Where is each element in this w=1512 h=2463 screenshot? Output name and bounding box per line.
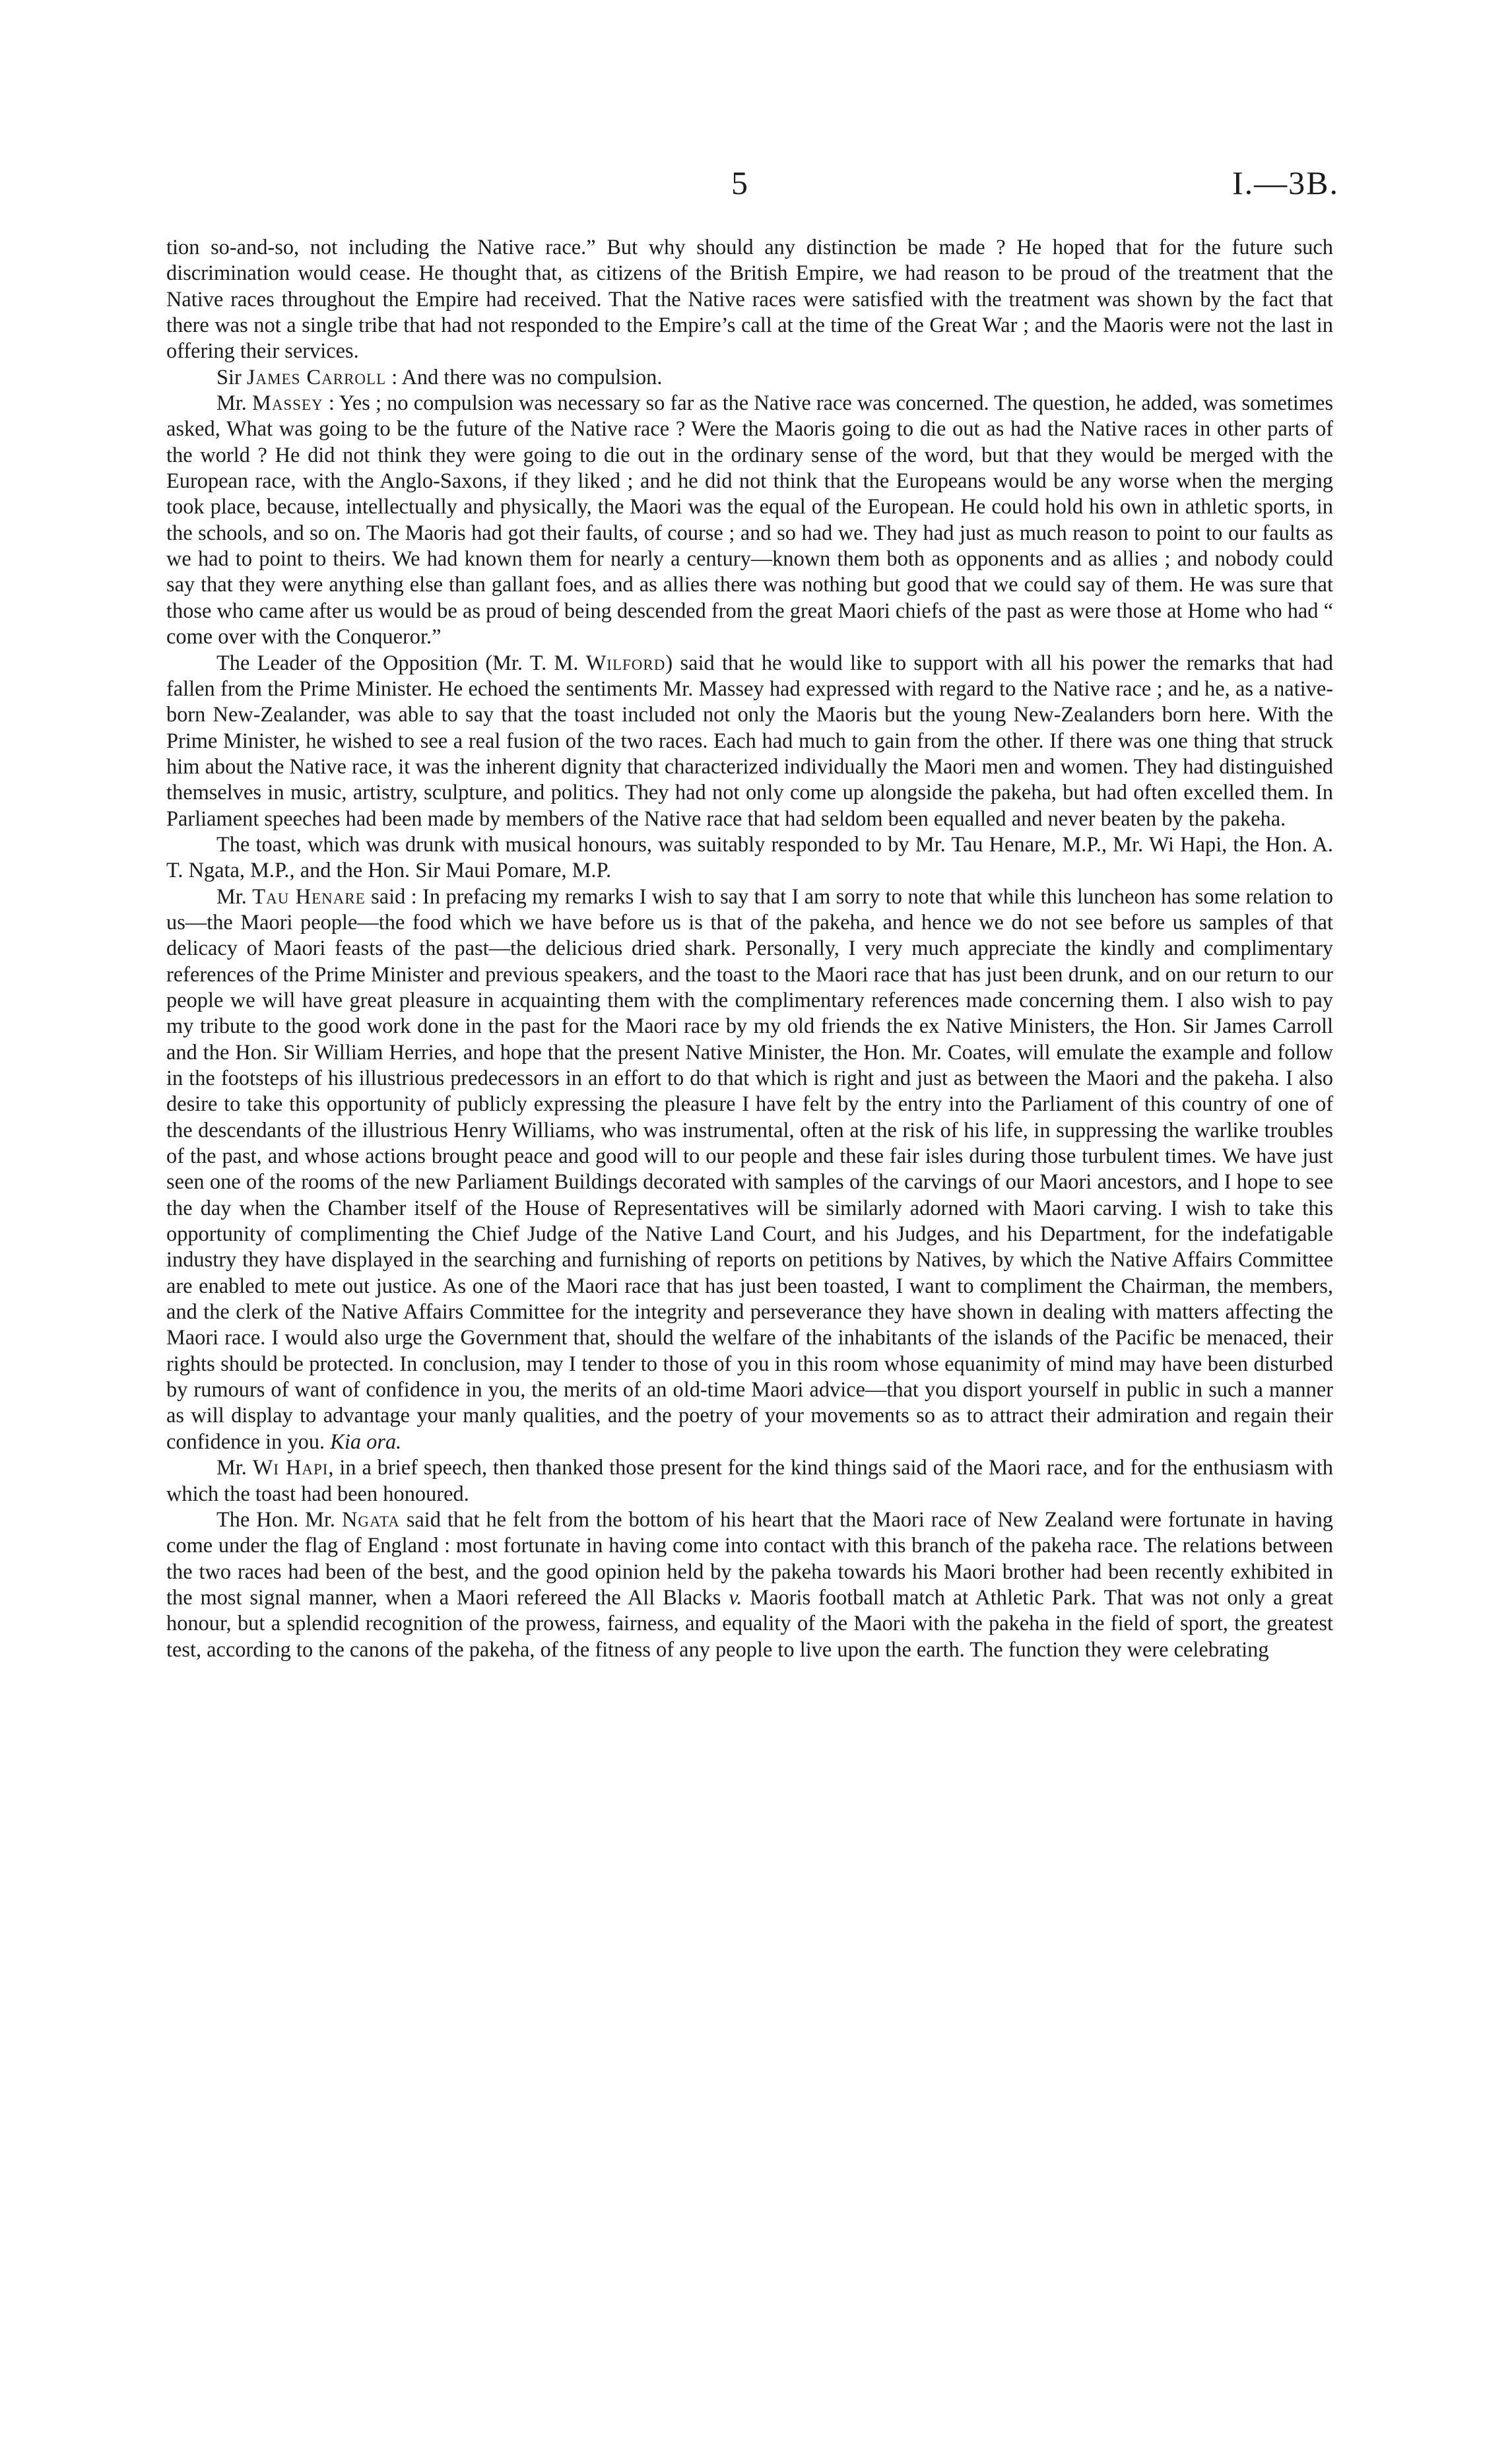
paragraph-text: The toast, which was drunk with musical honours, was suitably responded to by Mr. Tau Henare, M.P., Mr. Wi Hapi, the Hon. A. T. Ngata, M.P., and the Hon. Sir Maui Pomare, M.P. [166,832,1333,883]
paragraph-1 [166,235,1333,365]
paragraph-text: Maoris football match at Athletic Park. That was not only a great honour, but a splendid recognition of the prowess, fairness, and equality of the Maori with the pakeha in the field of sport, the greatest test, according to the canons of the pakeha, of the fitness of any people to live upon the earth. The function they were celebrating [166,1585,1333,1662]
paragraph-text: Mr. [216,884,253,909]
page-number: 5 [731,164,748,201]
speaker-name: Ngata [341,1507,400,1532]
speaker-name: Wilford [585,651,666,675]
speaker-name: James Carroll [246,365,387,389]
speaker-name: Massey [252,391,323,416]
document-reference: I.—3B. [1232,164,1339,201]
paragraph-7 [166,1455,1333,1507]
paragraph-text: The Hon. Mr. [216,1507,342,1532]
paragraph-text: : Yes ; no compulsion was necessary so far as the Native race was concerned. The question, he added, was sometimes asked, What was going to be the future of the Native race ? Were the Maoris going to die out as had the Native races in other parts of the world ? He did not think they were going to die out in the ordinary sense of the word, but that they would be merged with the European race, with the Anglo-Saxons, if they liked ; and he did not think that the Europeans would be any worse when the merging took place, because, intellectually and physically, the Maori was the equal of the European. He could hold his own in athletic sports, in the schools, and so on. The Maoris had got their faults, of course ; and so had we. They had just as much reason to point to our faults as we had to point to theirs. We had known them for nearly a century—known them both as opponents and as allies ; and nobody could say that they were anything else than gallant foes, and as allies there was nothing but good that we could say of them. He was sure that those who came after us would be as proud of being descended from the great Maori chiefs of the past as were those at Home who had “ come over with the Conqueror.” [166,391,1333,649]
page-header [0,164,1512,210]
paragraph-text: Mr. [216,1456,253,1480]
paragraph-8 [166,1507,1333,1663]
body-text [166,235,1333,1663]
paragraph-text: said : In prefacing my remarks I wish to say that I am sorry to note that while this luncheon has some relation to us—the Maori people—the food which we have before us is that of the pakeha, and hence we do not see before us samples of that delicacy of Maori feasts of the past—the delicious dried shark. Personally, I very much appreciate the kindly and complimentary references of the Prime Minister and previous speakers, and the toast to the Maori race that has just been drunk, and on our return to our people we will have great pleasure in acquainting them with the complimentary references made concerning them. I also wish to pay my tribute to the good work done in the past for the Maori race by my old friends the ex Native Ministers, the Hon. Sir James Carroll and the Hon. Sir William Herries, and hope that the present Native Minister, the Hon. Mr. Coates, will emulate the example and follow in the footsteps of his illustrious predecessors in an effort to do that which is right and just as between the Maori and the pakeha. I also desire to take this opportunity of publicly expressing the pleasure I have felt by the entry into the Parliament of this country of one of the descendants of the illustrious Henry Williams, who was instrumental, often at the risk of his life, in suppressing the warlike troubles of the past, and whose actions brought peace and good will to our people and these fair isles during those turbulent times. We have just seen one of the rooms of the new Parliament Buildings decorated with samples of the carvings of our Maori ancestors, and I hope to see the day when the Chamber itself of the House of Representatives will be similarly adorned with Maori carving. I wish to take this opportunity of complimenting the Chief Judge of the Native Land Court, and his Judges, and his Department, for the indefatigable industry they have displayed in the searching and furnishing of reports on petitions by Natives, by which the Native Affairs Committee are enabled to mete out justice. As one of the Maori race that has just been toasted, I want to compliment the Chairman, the members, and the clerk of the Native Affairs Committee for the integrity and perseverance they have shown in dealing with matters affecting the Maori race. I would also urge the Government that, should the welfare of the inhabitants of the islands of the Pacific be menaced, their rights should be protected. In conclusion, may I tender to those of you in this room whose equanimity of mind may have been disturbed by rumours of want of confidence in you, the merits of an old-time Maori advice—that you disport yourself in public in such a manner as will display to advantage your manly qualities, and the poetry of your movements so as to attract their admiration and regain their confidence in you. [166,884,1333,1454]
paragraph-text: tion so-and-so, not including the Native race.” But why should any distinction be made ? He hoped that for the future such discrimination would cease. He thought that, as citizens of the British Empire, we had reason to be proud of the treatment that the Native races throughout the Empire had received. That the Native races were satisfied with the treatment was shown by the fact that there was not a single tribe that had not responded to the Empire’s call at the time of the Great War ; and the Maoris were not the last in offering their services. [166,236,1333,364]
paragraph-6 [166,884,1333,1456]
paragraph-2 [166,365,1333,391]
paragraph-text: The Leader of the Opposition (Mr. T. M. [216,651,586,675]
paragraph-text: Mr. [216,391,253,416]
versus-abbrev: v. [729,1585,742,1610]
paragraph-3 [166,391,1333,650]
paragraph-5 [166,832,1333,884]
speaker-name: Wi Hapi [252,1456,329,1480]
paragraph-text: said that he felt from the bottom of his heart that the Maori race of New Zealand were fortunate in having come under the flag of England : most fortunate in having come into contact with this branch of the pakeha race. The relations between the two races had been of the best, and the good opinion held by the pakeha towards his Maori brother had been recently exhibited in the most signal manner, when a Maori refereed the All Blacks [166,1507,1333,1610]
maori-phrase: Kia ora. [330,1429,402,1454]
paragraph-text: ) said that he would like to support with all his power the remarks that had fallen from the Prime Minister. He echoed the sentiments Mr. Massey had expressed with regard to the Native race ; and he, as a native-born New-Zealander, was able to say that the toast included not only the Maoris but the young New-Zealanders born here. With the Prime Minister, he wished to see a real fusion of the two races. Each had much to gain from the other. If there was one thing that struck him about the Native race, it was the inherent dignity that characterized individually the Maori men and women. They had distinguished themselves in music, artistry, sculpture, and politics. They had not only come up alongside the pakeha, but had often excelled them. In Parliament speeches had been made by members of the Native race that had seldom been equalled and never beaten by the pakeha. [166,651,1333,831]
paragraph-text: : And there was no compulsion. [386,365,663,389]
paragraph-text: , in a brief speech, then thanked those present for the kind things said of the Maori race, and for the enthusiasm with which the toast had been honoured. [166,1456,1334,1506]
paragraph-text: Sir [216,365,247,389]
speaker-name: Tau Henare [252,884,366,909]
paragraph-4 [166,651,1333,832]
